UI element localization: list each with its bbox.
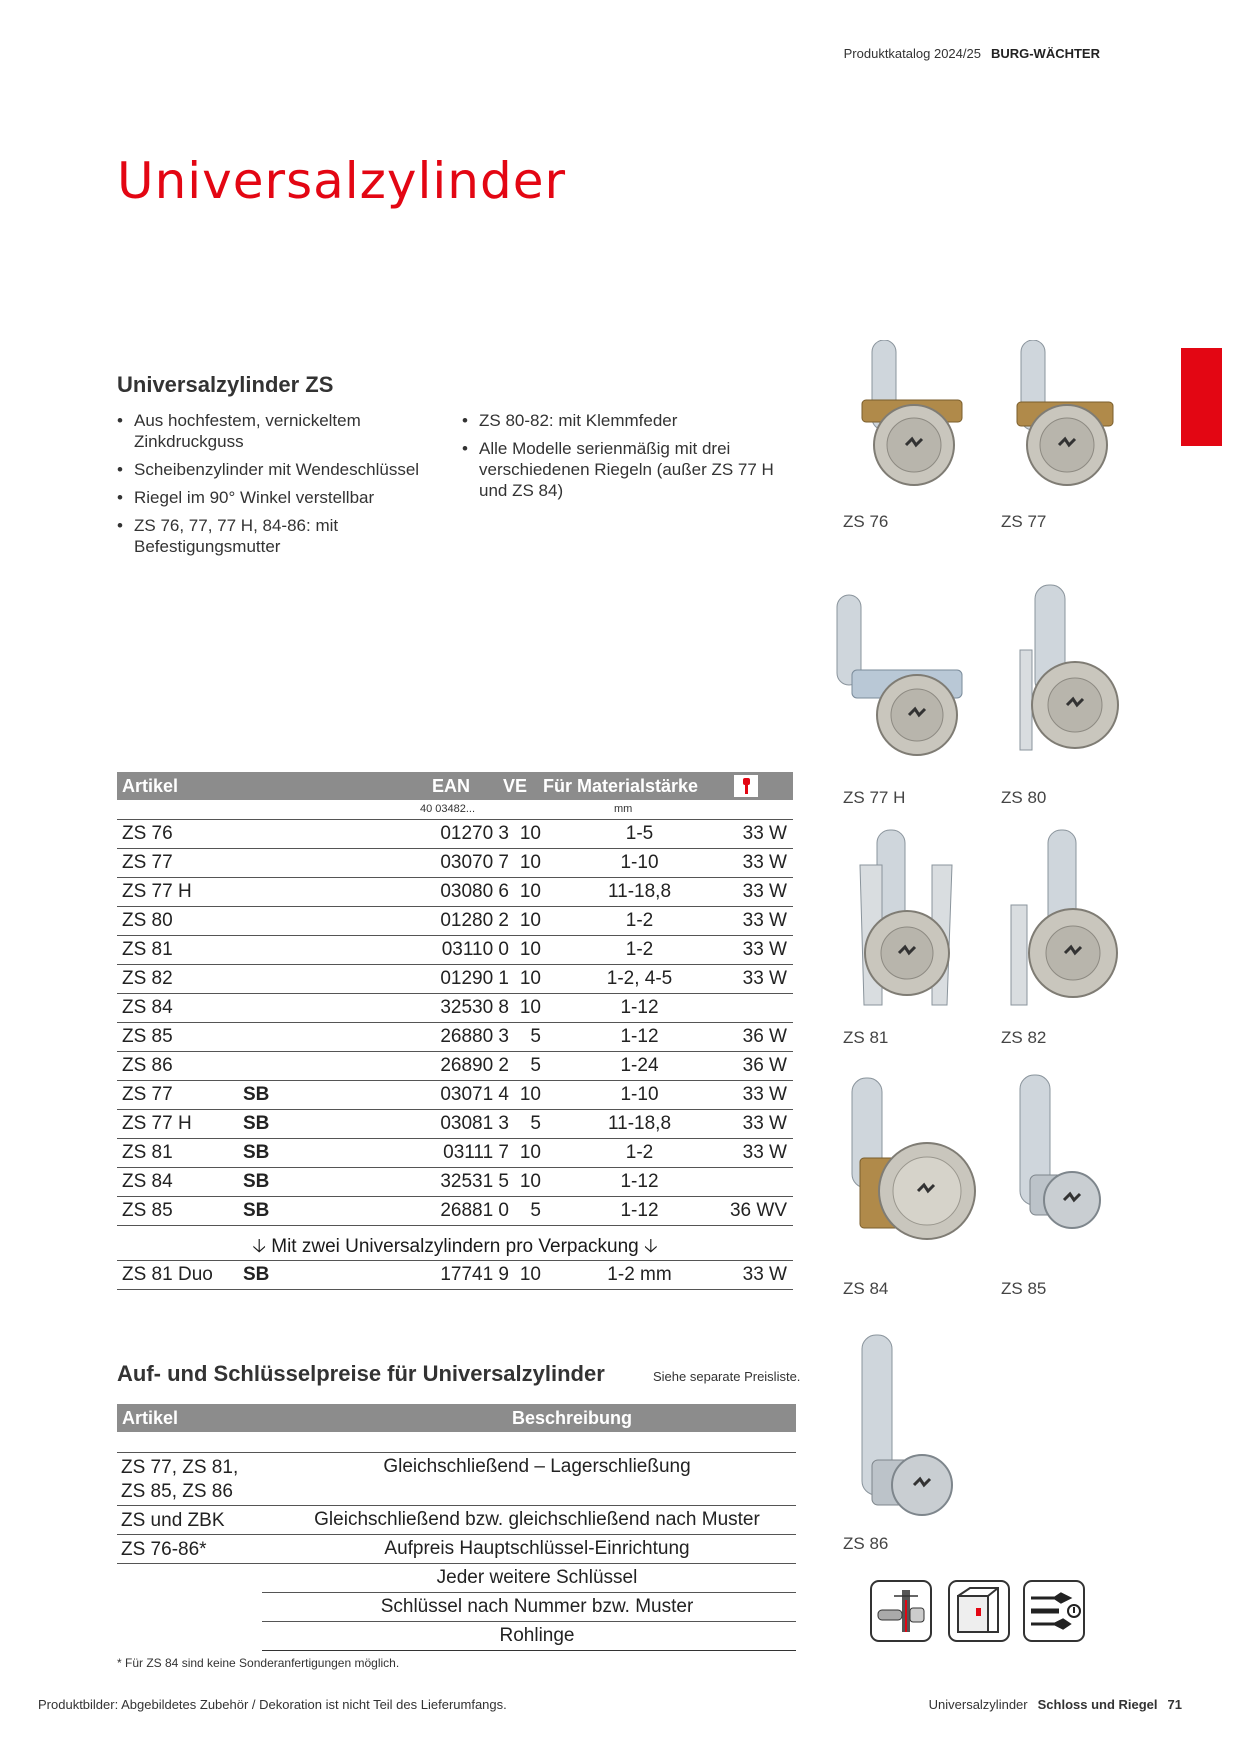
cell-ve: 10 xyxy=(519,881,541,902)
cell-artikel-line2: ZS 85, ZS 86 xyxy=(121,1481,233,1502)
pack-note xyxy=(117,1226,793,1261)
cell-material: 1-2 xyxy=(625,939,654,960)
header-ean: EAN xyxy=(432,776,471,796)
cell-material: 1-24 xyxy=(620,1055,659,1076)
cell-key: 33 W xyxy=(742,968,787,989)
cell-artikel: ZS und ZBK xyxy=(121,1510,225,1531)
table-row-duo xyxy=(117,1261,793,1290)
table-row xyxy=(117,849,793,878)
cell-ve: 10 xyxy=(519,1142,541,1163)
cell-sb: SB xyxy=(243,1142,270,1163)
table-row xyxy=(117,907,793,936)
cell-ve: 10 xyxy=(519,997,541,1018)
cell-material: 1-12 xyxy=(620,1171,659,1192)
table-row xyxy=(117,1506,796,1535)
cell-key: 33 W xyxy=(742,1113,787,1134)
cell-material: 1-2 xyxy=(625,1142,654,1163)
cell-artikel: ZS 77 H xyxy=(122,881,192,902)
table-row xyxy=(117,1139,793,1168)
cell-artikel: ZS 84 xyxy=(122,997,173,1018)
cell-ean: 03111 7 xyxy=(443,1142,509,1163)
cell-ve: 10 xyxy=(519,1084,541,1105)
price-list-note: Siehe separate Preisliste. xyxy=(653,1369,801,1384)
cell-key: 33 W xyxy=(742,823,787,844)
table-header xyxy=(117,772,793,800)
product-label-zs85: ZS 85 xyxy=(1001,1279,1047,1298)
table-row xyxy=(117,936,793,965)
cell-artikel: ZS 82 xyxy=(122,968,173,989)
cell-ean: 17741 9 xyxy=(440,1264,509,1285)
cell-key: 33 W xyxy=(742,910,787,931)
table-row xyxy=(117,1535,796,1564)
cell-artikel: ZS 76 xyxy=(122,823,173,844)
cell-artikel: ZS 76-86* xyxy=(121,1539,207,1560)
cell-beschreibung: Schlüssel nach Nummer bzw. Muster xyxy=(380,1596,694,1617)
cell-key: 33 W xyxy=(742,852,787,873)
cell-material: 1-10 xyxy=(620,852,659,873)
cell-ean: 01270 3 xyxy=(440,823,509,844)
table-row xyxy=(262,1622,796,1651)
cell-beschreibung: Jeder weitere Schlüssel xyxy=(436,1567,638,1588)
cell-sb: SB xyxy=(243,1084,270,1105)
cell-ve: 10 xyxy=(519,852,541,873)
header-ve: VE xyxy=(503,776,528,796)
footer-disclaimer: Produktbilder: Abgebildetes Zubehör / Dekoration ist nicht Teil des Lieferumfangs. xyxy=(38,1697,507,1712)
cell-artikel: ZS 86 xyxy=(122,1055,173,1076)
product-label-zs77: ZS 77 xyxy=(1001,512,1047,531)
table-row xyxy=(117,1453,796,1506)
cell-artikel: ZS 80 xyxy=(122,910,173,931)
cell-ean: 01280 2 xyxy=(440,910,509,931)
cell-ean: 03110 0 xyxy=(441,939,509,960)
chapter-tab-marker xyxy=(1181,348,1222,446)
cell-ve: 10 xyxy=(519,823,541,844)
pack-note-text: 🡣 Mit zwei Universalzylindern pro Verpackung 🡣 xyxy=(252,1236,658,1257)
cell-key: 36 W xyxy=(742,1026,787,1047)
product-label-zs76: ZS 76 xyxy=(843,512,889,531)
footnote: * Für ZS 84 sind keine Sonderanfertigungen möglich. xyxy=(117,1656,400,1670)
header-beschreibung: Beschreibung xyxy=(512,1408,633,1428)
cell-key: 36 WV xyxy=(729,1200,787,1221)
header-material: Für Materialstärke xyxy=(543,776,699,796)
cell-artikel: ZS 84 xyxy=(122,1171,173,1192)
cell-material: 1-12 xyxy=(620,997,659,1018)
cabinet-door-icon xyxy=(948,1580,1010,1642)
cell-material: 1-2, 4-5 xyxy=(606,968,673,989)
cell-ve: 10 xyxy=(519,968,541,989)
section-title-universalzylinder-zs: Universalzylinder ZS xyxy=(117,372,334,397)
feature-list-left xyxy=(117,410,437,564)
cell-ve: 10 xyxy=(519,910,541,931)
cell-artikel: ZS 77 xyxy=(122,852,173,873)
cell-sb: SB xyxy=(243,1264,270,1285)
product-label-zs82: ZS 82 xyxy=(1001,1028,1047,1047)
cell-material: 1-2 mm xyxy=(607,1264,672,1285)
product-image-zs76 xyxy=(852,340,972,490)
cell-ean: 03070 7 xyxy=(440,852,509,873)
table-row xyxy=(117,1023,793,1052)
header-artikel: Artikel xyxy=(122,1408,179,1428)
table-row xyxy=(117,1052,793,1081)
cell-material: 1-12 xyxy=(620,1026,659,1047)
cell-sb: SB xyxy=(243,1113,270,1134)
cell-ean: 03071 4 xyxy=(440,1084,509,1105)
product-image-zs85 xyxy=(1010,1070,1120,1240)
feature-list-right xyxy=(462,410,792,508)
cell-ean: 03080 6 xyxy=(440,881,509,902)
table-row xyxy=(117,1081,793,1110)
table-row xyxy=(117,820,793,849)
feature-item: • Aus hochfestem, vernickeltem Zinkdruckguss xyxy=(117,410,437,452)
material-thickness-icon xyxy=(870,1580,932,1642)
unit-label: mm xyxy=(614,803,633,815)
product-table xyxy=(117,772,793,1290)
cell-beschreibung: Gleichschließend bzw. gleichschließend nach Muster xyxy=(314,1509,760,1530)
product-label-zs77h: ZS 77 H xyxy=(843,788,906,807)
cell-ve: 5 xyxy=(530,1055,541,1076)
cell-material: 1-5 xyxy=(625,823,654,844)
cell-ve: 10 xyxy=(519,939,541,960)
table-subheader xyxy=(117,800,793,820)
page-title: Universalzylinder xyxy=(117,152,567,210)
cell-ean: 01290 1 xyxy=(440,968,509,989)
cell-beschreibung: Aufpreis Hauptschlüssel-Einrichtung xyxy=(384,1538,690,1559)
cell-ve: 5 xyxy=(530,1026,541,1047)
table-row xyxy=(117,1197,793,1226)
cell-key: 33 W xyxy=(742,939,787,960)
product-image-zs77h xyxy=(832,590,982,760)
bolt-options-icon xyxy=(1023,1580,1085,1642)
cell-ean: 26880 3 xyxy=(440,1026,509,1047)
cell-key: 33 W xyxy=(742,881,787,902)
cell-artikel: ZS 77 xyxy=(122,1084,173,1105)
feature-item: • ZS 76, 77, 77 H, 84-86: mit Befestigungsmutter xyxy=(117,515,437,557)
cell-material: 11-18,8 xyxy=(607,1113,672,1134)
cell-artikel: ZS 81 xyxy=(122,1142,173,1163)
ean-prefix: 40 03482... xyxy=(420,803,476,815)
cell-sb: SB xyxy=(243,1171,270,1192)
table-row xyxy=(117,1168,793,1197)
header-artikel: Artikel xyxy=(122,776,179,796)
cell-beschreibung: Rohlinge xyxy=(499,1625,575,1646)
section-title-prices: Auf- und Schlüsselpreise für Universalzylinder xyxy=(117,1361,605,1386)
table-row xyxy=(262,1564,796,1593)
table-row xyxy=(117,965,793,994)
product-image-zs80 xyxy=(1015,580,1125,770)
cell-sb: SB xyxy=(243,1200,270,1221)
table-row xyxy=(262,1593,796,1622)
table-row xyxy=(117,1110,793,1139)
cell-ean: 03081 3 xyxy=(440,1113,509,1134)
cell-material: 1-12 xyxy=(620,1200,659,1221)
cell-ve: 10 xyxy=(519,1171,541,1192)
cell-ean: 26881 0 xyxy=(440,1200,509,1221)
cell-key: 33 W xyxy=(742,1264,787,1285)
product-label-zs86: ZS 86 xyxy=(843,1534,889,1553)
page-header xyxy=(844,46,1100,61)
cell-key: 33 W xyxy=(742,1142,787,1163)
cell-artikel-line1: ZS 77, ZS 81, xyxy=(121,1457,239,1478)
table-body xyxy=(117,820,793,1226)
cell-artikel: ZS 81 Duo xyxy=(122,1264,213,1285)
product-label-zs81: ZS 81 xyxy=(843,1028,889,1047)
cell-artikel: ZS 85 xyxy=(122,1200,173,1221)
table-spacer xyxy=(117,1432,796,1453)
cell-ean: 32531 5 xyxy=(440,1171,509,1192)
feature-item: • Alle Modelle serienmäßig mit drei verschiedenen Riegeln (außer ZS 77 H und ZS 84) xyxy=(462,438,792,501)
footer-chapter: Schloss und Riegel xyxy=(1037,1697,1158,1712)
table-row xyxy=(117,994,793,1023)
key-icon xyxy=(734,775,758,797)
product-label-zs84: ZS 84 xyxy=(843,1279,889,1298)
cell-material: 1-10 xyxy=(620,1084,659,1105)
cell-ve: 5 xyxy=(530,1200,541,1221)
product-image-zs86 xyxy=(852,1330,972,1540)
page-footer xyxy=(929,1697,1182,1712)
cell-beschreibung: Gleichschließend – Lagerschließung xyxy=(383,1456,691,1477)
price-table xyxy=(117,1404,796,1651)
cell-material: 1-2 xyxy=(625,910,654,931)
product-image-zs84 xyxy=(832,1073,982,1253)
feature-item: • Scheibenzylinder mit Wendeschlüssel xyxy=(117,459,437,480)
product-label-zs80: ZS 80 xyxy=(1001,788,1047,807)
catalog-label: Produktkatalog 2024/25 xyxy=(843,46,981,61)
product-image-zs81 xyxy=(842,825,972,1015)
cell-artikel: ZS 77 H xyxy=(122,1113,192,1134)
brand-name: BURG-WÄCHTER xyxy=(990,46,1100,61)
cell-ean: 26890 2 xyxy=(440,1055,509,1076)
feature-item: • ZS 80-82: mit Klemmfeder xyxy=(462,410,792,431)
cell-ve: 5 xyxy=(530,1113,541,1134)
footer-section: Universalzylinder xyxy=(928,1697,1028,1712)
cell-ve: 10 xyxy=(519,1264,541,1285)
product-image-zs82 xyxy=(1003,825,1133,1015)
product-image-zs77 xyxy=(1005,340,1125,490)
table-row xyxy=(117,878,793,907)
cell-artikel: ZS 81 xyxy=(122,939,173,960)
cell-artikel: ZS 85 xyxy=(122,1026,173,1047)
cell-ean: 32530 8 xyxy=(440,997,509,1018)
page-number: 71 xyxy=(1167,1697,1182,1712)
cell-key: 33 W xyxy=(742,1084,787,1105)
cell-key: 36 W xyxy=(742,1055,787,1076)
cell-artikel xyxy=(121,1456,281,1504)
cell-material: 11-18,8 xyxy=(607,881,672,902)
feature-item: • Riegel im 90° Winkel verstellbar xyxy=(117,487,437,508)
table-header xyxy=(117,1404,796,1432)
